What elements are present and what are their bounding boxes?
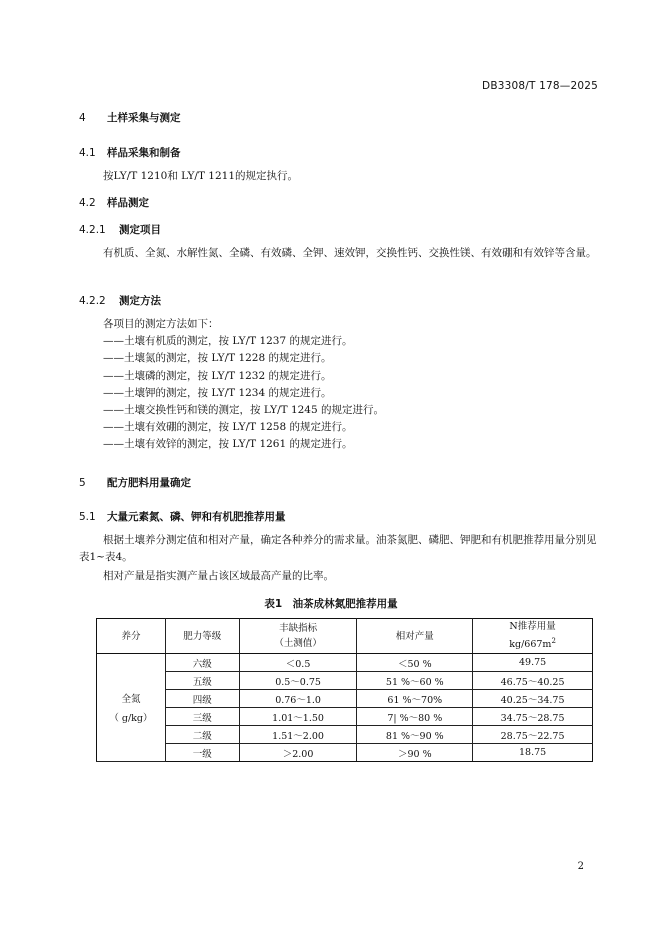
table-row	[97, 654, 593, 672]
header-rec-unit-superscript: 2	[551, 637, 556, 646]
table-row	[97, 726, 593, 744]
table-row	[97, 690, 593, 708]
cell-rec: 46.75～40.25	[473, 672, 593, 690]
nitrogen-recommendation-table	[96, 618, 593, 762]
list-item: ——土壤氮的测定，按 LY/T 1228 的规定进行。	[103, 352, 332, 365]
list-item: ——土壤有效锌的测定，按 LY/T 1261 的规定进行。	[103, 438, 353, 451]
heading-title: 测定方法	[119, 295, 161, 307]
heading-5-1	[79, 509, 286, 524]
heading-number: 4.1	[79, 147, 96, 159]
method-intro: 各项目的测定方法如下：	[103, 318, 219, 330]
header-nutrient: 养分	[97, 619, 166, 654]
nutrient-unit: （ g/kg）	[109, 713, 153, 724]
heading-number: 5	[79, 477, 86, 489]
cell-yield: 61 %～70%	[357, 690, 473, 708]
heading-number: 5.1	[79, 511, 96, 523]
paragraph-5-1-b: 相对产量是指实测产量占该区域最高产量的比率。	[103, 570, 334, 582]
cell-rec: 40.25～34.75	[473, 690, 593, 708]
heading-4-2-2	[79, 293, 161, 308]
cell-yield: ＜50 %	[357, 654, 473, 672]
table-row	[97, 744, 593, 762]
cell-grade: 二级	[165, 726, 239, 744]
list-item: ——土壤有机质的测定，按 LY/T 1237 的规定进行。	[103, 335, 353, 348]
table-row	[97, 708, 593, 726]
heading-title: 测定项目	[119, 224, 161, 236]
heading-title: 大量元素氮、磷、钾和有机肥推荐用量	[107, 511, 286, 523]
cell-grade: 一级	[165, 744, 239, 762]
page-number: 2	[577, 861, 584, 872]
cell-yield: 81 %～90 %	[357, 726, 473, 744]
cell-grade: 五级	[165, 672, 239, 690]
heading-title: 配方肥料用量确定	[107, 477, 191, 489]
cell-yield: 7| %～80 %	[357, 708, 473, 726]
nutrient-name: 全氮	[121, 694, 141, 705]
heading-4-2-1	[79, 222, 161, 237]
heading-number: 4.2	[79, 197, 96, 209]
heading-title: 土样采集与测定	[107, 112, 181, 124]
cell-grade: 四级	[165, 690, 239, 708]
header-recommended-rate	[473, 619, 593, 654]
cell-rec: 28.75～22.75	[473, 726, 593, 744]
heading-4	[79, 110, 181, 125]
header-rec-unit: kg/667m	[509, 639, 552, 651]
table-header-row	[97, 619, 593, 654]
cell-rec: 34.75～28.75	[473, 708, 593, 726]
table-title: 表1 油茶成林氮肥推荐用量	[264, 598, 398, 610]
document-code: DB3308/T 178—2025	[482, 80, 598, 92]
list-item: ——土壤有效硼的测定，按 LY/T 1258 的规定进行。	[103, 421, 353, 434]
header-relative-yield: 相对产量	[357, 619, 473, 654]
cell-grade: 六级	[165, 654, 239, 672]
cell-index: ＞2.00	[239, 744, 357, 762]
cell-rec: 18.75	[473, 744, 593, 762]
method-list	[103, 316, 384, 454]
paragraph-5-1-a: 根据土壤养分测定值和相对产量，确定各种养分的需求量。油茶氮肥、磷肥、钾肥和有机肥推荐用量分别见表1~表4。	[79, 534, 597, 563]
header-rec-line1: N推荐用量	[509, 621, 556, 633]
header-rec-line2	[473, 634, 592, 652]
heading-number: 4	[79, 112, 86, 124]
header-grade: 肥力等级	[165, 619, 239, 654]
heading-4-1	[79, 145, 181, 160]
cell-rec: 49.75	[473, 654, 593, 672]
heading-number: 4.2.2	[79, 295, 106, 307]
cell-yield: ＞90 %	[357, 744, 473, 762]
heading-4-2	[79, 195, 149, 210]
list-item: ——土壤磷的测定，按 LY/T 1232 的规定进行。	[103, 369, 332, 382]
table-row	[97, 672, 593, 690]
header-index	[239, 619, 357, 654]
cell-index: ＜0.5	[239, 654, 357, 672]
cell-grade: 三级	[165, 708, 239, 726]
cell-index: 0.5～0.75	[239, 672, 357, 690]
paragraph-4-1: 按LY/T 1210和 LY/T 1211的规定执行。	[103, 170, 299, 182]
list-item: ——土壤交换性钙和镁的测定，按 LY/T 1245 的规定进行。	[103, 404, 385, 417]
nutrient-cell	[97, 654, 166, 762]
cell-index: 0.76～1.0	[239, 690, 357, 708]
header-index-line1: 丰缺指标	[279, 623, 318, 634]
list-item: ——土壤钾的测定，按 LY/T 1234 的规定进行。	[103, 386, 332, 399]
cell-index: 1.51～2.00	[239, 726, 357, 744]
heading-5	[79, 475, 191, 490]
cell-index: 1.01～1.50	[239, 708, 357, 726]
heading-title: 样品测定	[107, 197, 149, 209]
cell-yield: 51 %～60 %	[357, 672, 473, 690]
heading-title: 样品采集和制备	[107, 147, 181, 159]
heading-number: 4.2.1	[79, 224, 106, 236]
paragraph-4-2-1: 有机质、全氮、水解性氮、全磷、有效磷、全钾、速效钾，交换性钙、交换性镁、有效硼和有效锌等含量。	[103, 247, 597, 259]
header-index-line2: （土测值）	[274, 638, 322, 649]
